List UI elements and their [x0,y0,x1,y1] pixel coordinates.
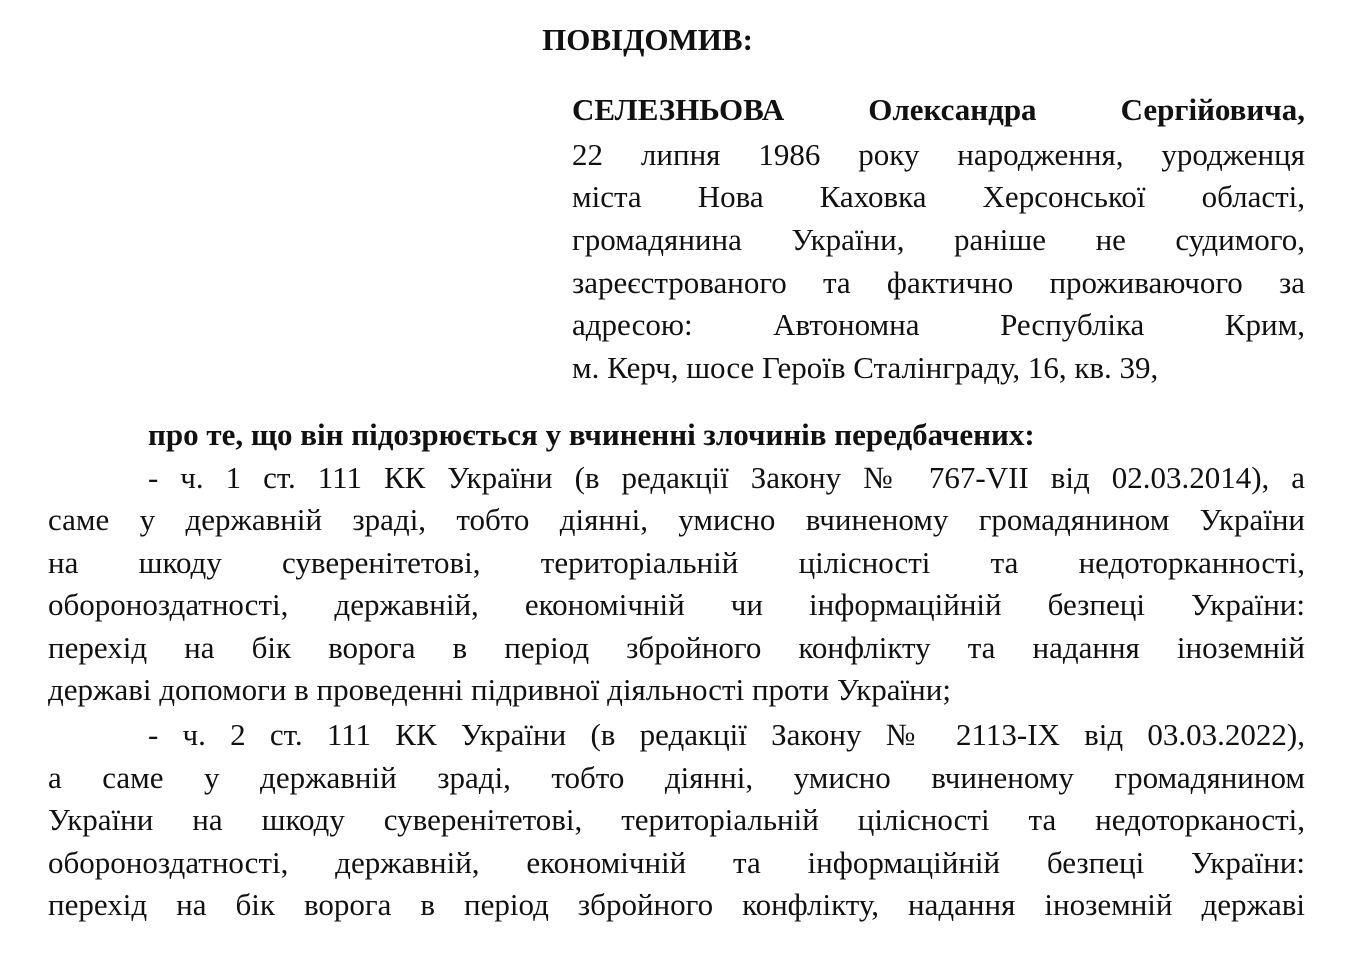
suspect-line: громадянина України, раніше не судимого, [572,222,1305,257]
suspect-line: зареєстрованого та фактично проживаючого за [572,265,1305,300]
suspicion-heading: про те, що він підозрюється у вчиненні злочинів передбачених: [148,417,1035,452]
suspect-name: СЕЛЕЗНЬОВА Олександра Сергійовича, [572,92,1305,127]
charge-line: державі допомоги в проведенні підривної діяльності проти України; [48,672,951,707]
charge-line: обороноздатності, державній, економічній чи інформаційній безпеці України: [48,587,1305,622]
charge-line: на шкоду суверенітетові, територіальній цілісності та недоторканності, [48,545,1305,580]
charge-line: - ч. 2 ст. 111 КК України (в редакції Закону № 2113-IX від 03.03.2022), [148,717,1305,752]
charge-line: перехід на бік ворога в період збройного конфлікту, надання іноземній державі [48,887,1305,922]
charge-line: України на шкоду суверенітетові, територіальній цілісності та недоторканості, [48,802,1305,837]
document-title: ПОВІДОМИВ: [542,22,753,57]
charge-line: а саме у державній зраді, тобто діянні, умисно вчиненому громадянином [48,760,1305,795]
charge-line: - ч. 1 ст. 111 КК України (в редакції Закону № 767-VII від 02.03.2014), а [148,460,1305,495]
charge-line: саме у державній зраді, тобто діянні, умисно вчиненому громадянином України [48,502,1305,537]
charge-line: обороноздатності, державній, економічній та інформаційній безпеці України: [48,845,1305,880]
suspect-line: 22 липня 1986 року народження, уродженця [572,137,1305,172]
suspect-line: м. Керч, шосе Героїв Сталінграду, 16, кв. 39, [572,350,1159,385]
suspect-line: адресою: Автономна Республіка Крим, [572,307,1305,342]
charge-line: перехід на бік ворога в період збройного конфлікту та надання іноземній [48,630,1305,665]
suspect-line: міста Нова Каховка Херсонської області, [572,179,1305,214]
